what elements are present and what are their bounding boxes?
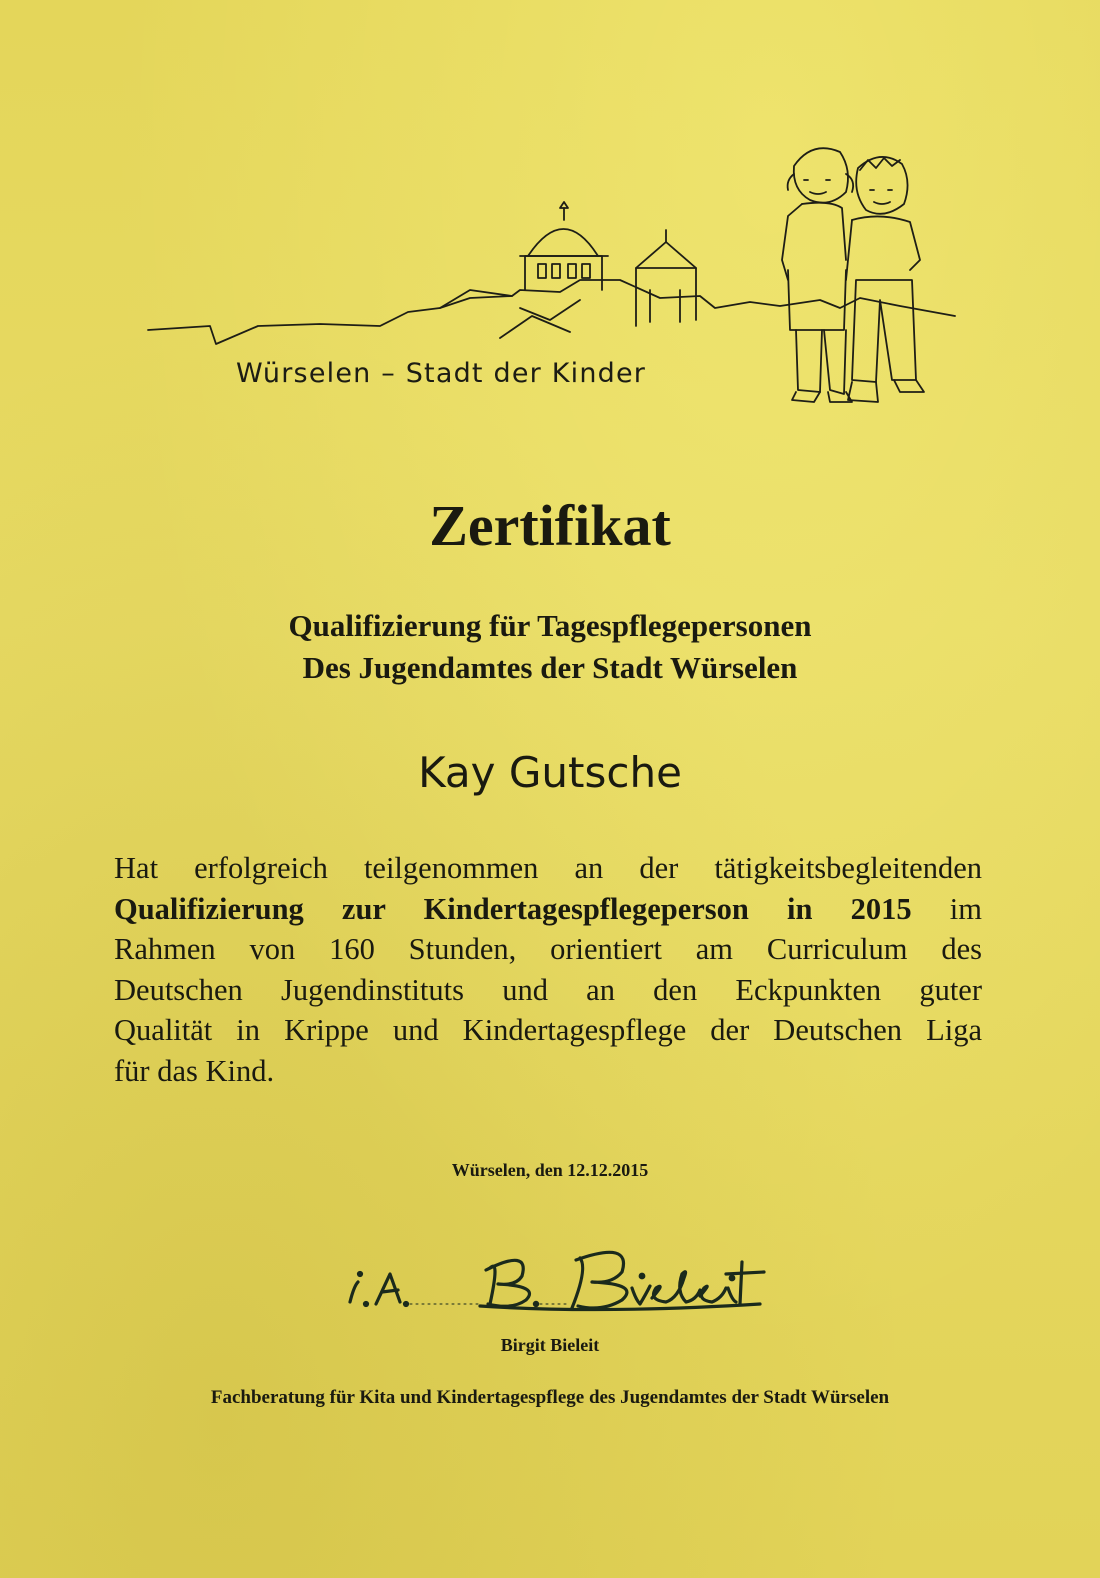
signature-icon xyxy=(340,1238,770,1318)
signer-name: Birgit Bieleit xyxy=(500,1335,600,1355)
body-line xyxy=(114,889,982,930)
body-line: Deutschen Jugendinstituts und an den Eckpunkten guter xyxy=(114,972,982,1007)
body-line: für das Kind. xyxy=(114,1053,275,1088)
subtitle-line-2: Des Jugendamtes der Stadt Würselen xyxy=(302,650,798,685)
body-line: Qualität in Krippe und Kindertagespflege der Deutschen Liga xyxy=(114,1013,982,1047)
logo-text: Würselen – Stadt der Kinder xyxy=(236,358,647,389)
certificate-title: Zertifikat xyxy=(429,493,671,558)
city-logo xyxy=(140,130,970,420)
body-line: Hat erfolgreich teilgenommen an der tätigkeitsbegleitenden xyxy=(114,851,982,885)
handwritten-signature xyxy=(340,1238,770,1318)
qualification-title: Qualifizierung zur Kindertagespflegeperson in 2015 xyxy=(114,891,912,926)
department-line: Fachberatung für Kita und Kindertagespflege des Jugendamtes der Stadt Würselen xyxy=(210,1387,890,1408)
date-line: Würselen, den 12.12.2015 xyxy=(451,1160,649,1180)
body-line: Rahmen von 160 Stunden, orientiert am Curriculum des xyxy=(114,932,982,966)
certificate-body xyxy=(114,848,982,1091)
subtitle-line-1: Qualifizierung für Tagespflegepersonen xyxy=(288,608,812,643)
body-line-rest: im xyxy=(911,891,982,926)
recipient-name: Kay Gutsche xyxy=(418,748,682,797)
